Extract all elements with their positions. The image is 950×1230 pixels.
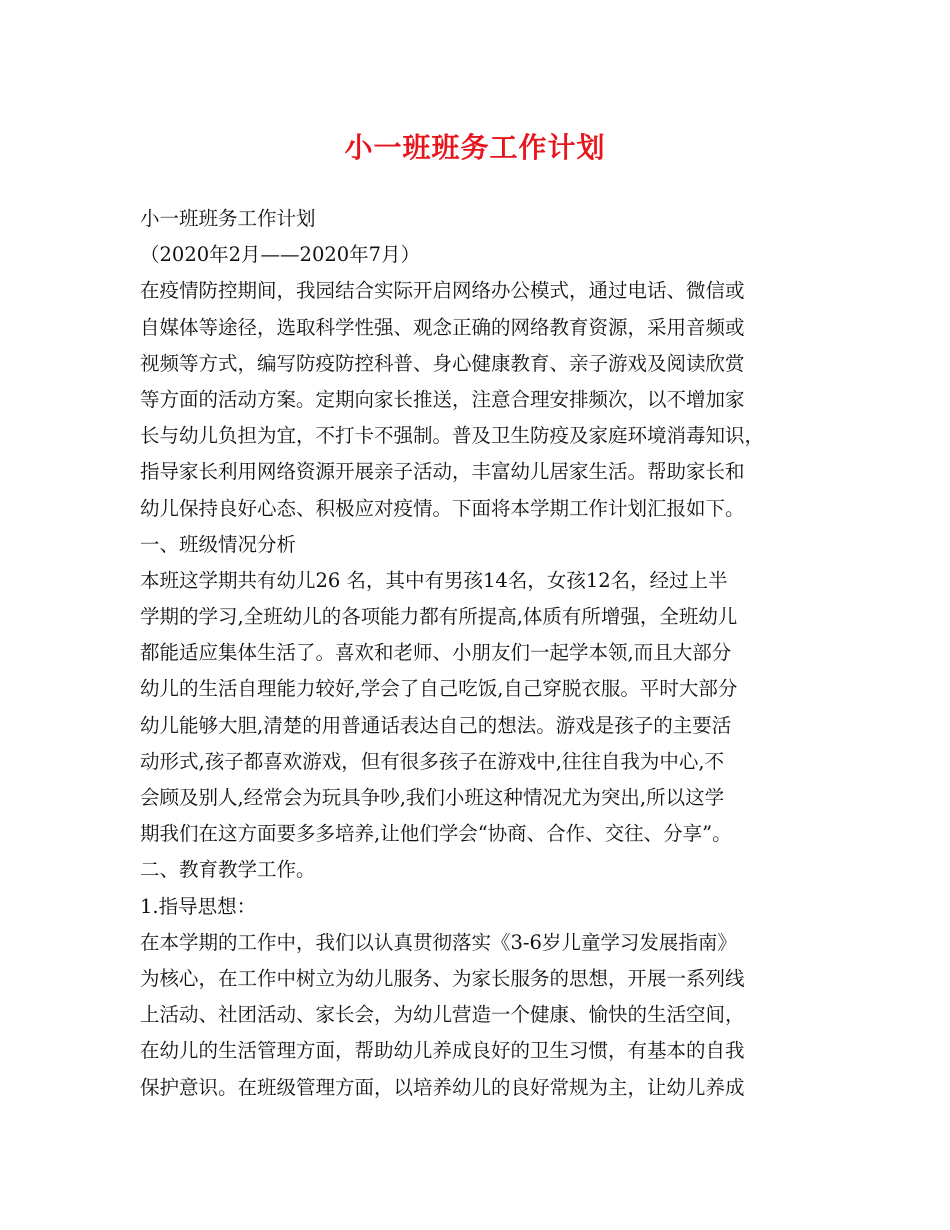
body-line: 在疫情防控期间，我园结合实际开启网络办公模式，通过电话、微信或 (140, 279, 745, 303)
body-line: 动形式,孩子都喜欢游戏，但有很多孩子在游戏中,往往自我为中心,不 (140, 749, 725, 773)
document-body (140, 201, 820, 1106)
body-line: 自媒体等途径，选取科学性强、观念正确的网络教育资源，采用音频或 (140, 315, 745, 339)
body-line: 幼儿能够大胆,清楚的用普通话表达自己的想法。游戏是孩子的主要活 (140, 713, 732, 737)
body-line: （2020年2月——2020年7月） (140, 243, 421, 267)
body-line: 期我们在这方面要多多培养,让他们学会“协商、合作、交往、分享”。 (140, 822, 732, 846)
body-line: 长与幼儿负担为宜，不打卡不强制。普及卫生防疫及家庭环境消毒知识， (140, 424, 765, 448)
body-line: 小一班班务工作计划 (140, 207, 316, 230)
body-line: 都能适应集体生活了。喜欢和老师、小朋友们一起学本领,而且大部分 (140, 641, 732, 665)
body-line: 上活动、社团活动、家长会，为幼儿营造一个健康、愉快的生活空间， (140, 1003, 745, 1027)
body-line: 幼儿的生活自理能力较好,学会了自己吃饭,自己穿脱衣服。平时大部分 (140, 677, 738, 701)
body-line: 幼儿保持良好心态、积极应对疫情。下面将本学期工作计划汇报如下。 (140, 496, 745, 520)
section-heading: 一、班级情况分析 (140, 532, 297, 556)
document-title: 小一班班务工作计划 (344, 131, 606, 164)
body-line: 指导家长利用网络资源开展亲子活动，丰富幼儿居家生活。帮助家长和 (140, 460, 745, 484)
body-line: 本班这学期共有幼儿26 名，其中有男孩14名，女孩12名，经过上半 (140, 568, 728, 592)
body-line: 为核心，在工作中树立为幼儿服务、为家长服务的思想，开展一系列线 (140, 966, 745, 990)
body-line: 会顾及别人,经常会为玩具争吵,我们小班这种情况尤为突出,所以这学 (140, 786, 725, 809)
body-line: 视频等方式，编写防疫防控科普、身心健康教育、亲子游戏及阅读欣赏 (140, 351, 745, 375)
body-line: 学期的学习,全班幼儿的各项能力都有所提高,体质有所增强，全班幼儿 (140, 605, 738, 629)
body-line: 在本学期的工作中，我们以认真贯彻落实《3-6岁儿童学习发展指南》 (140, 930, 737, 954)
body-line: 等方面的活动方案。定期向家长推送，注意合理安排频次，以不增加家 (140, 387, 745, 411)
section-heading: 二、教育教学工作。 (140, 858, 316, 882)
body-line: 在幼儿的生活管理方面，帮助幼儿养成良好的卫生习惯，有基本的自我 (140, 1039, 745, 1063)
subsection-heading: 1.指导思想： (140, 894, 257, 918)
body-line: 保护意识。在班级管理方面，以培养幼儿的良好常规为主，让幼儿养成 (140, 1075, 745, 1099)
